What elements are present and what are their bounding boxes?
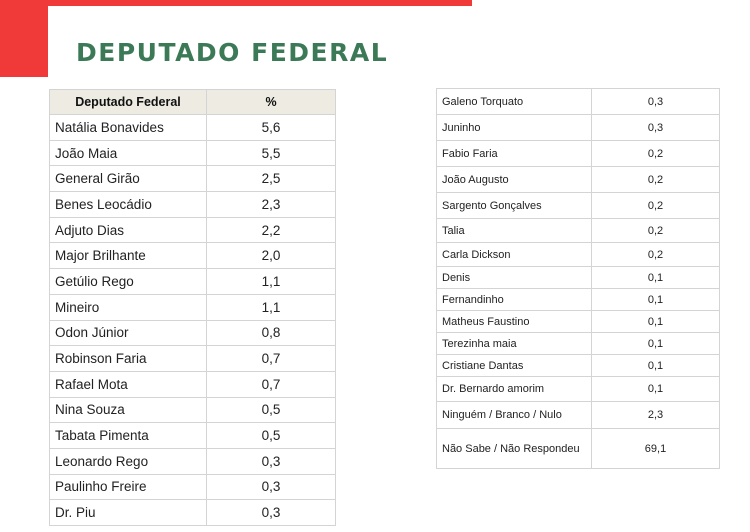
percent-value: 1,1 [207,294,336,320]
right-results-table [436,88,720,469]
percent-value: 0,1 [592,311,720,333]
candidate-name: João Augusto [437,167,592,193]
candidate-name: Odon Júnior [50,320,207,346]
candidate-name: Getúlio Rego [50,269,207,295]
percent-value: 0,3 [207,474,336,500]
table-row [437,333,720,355]
candidate-name: Juninho [437,115,592,141]
percent-value: 0,2 [592,243,720,267]
percent-value: 0,1 [592,289,720,311]
table-row [437,89,720,115]
table-row [437,402,720,429]
candidate-name: João Maia [50,140,207,166]
candidate-name: Talia [437,219,592,243]
header-percent: % [207,90,336,115]
percent-value: 2,3 [592,402,720,429]
candidate-name: Paulinho Freire [50,474,207,500]
percent-value: 0,2 [592,219,720,243]
percent-value: 0,7 [207,346,336,372]
candidate-name: Benes Leocádio [50,192,207,218]
table-row [437,115,720,141]
candidate-name: Robinson Faria [50,346,207,372]
table-row [50,320,336,346]
percent-value: 0,8 [207,320,336,346]
percent-value: 0,5 [207,423,336,449]
percent-value: 0,1 [592,267,720,289]
candidate-name: Matheus Faustino [437,311,592,333]
percent-value: 0,3 [207,500,336,526]
percent-value: 0,2 [592,193,720,219]
candidate-name: Carla Dickson [437,243,592,267]
candidate-name: Natália Bonavides [50,115,207,141]
table-row [437,141,720,167]
table-row [50,423,336,449]
red-accent-bar [48,0,472,6]
candidate-name: Rafael Mota [50,371,207,397]
table-row [437,167,720,193]
percent-value: 0,1 [592,377,720,402]
table-row [437,193,720,219]
table-row [437,267,720,289]
table-row [50,448,336,474]
percent-value: 0,2 [592,167,720,193]
table-row [50,294,336,320]
candidate-name: General Girão [50,166,207,192]
table-row [50,166,336,192]
percent-value: 69,1 [592,429,720,469]
candidate-name: Adjuto Dias [50,217,207,243]
percent-value: 2,3 [207,192,336,218]
left-results-table [49,89,336,526]
table-row [437,219,720,243]
page-title: DEPUTADO FEDERAL [76,38,389,67]
table-row [50,243,336,269]
percent-value: 0,1 [592,355,720,377]
percent-value: 2,5 [207,166,336,192]
candidate-name: Tabata Pimenta [50,423,207,449]
candidate-name: Denis [437,267,592,289]
candidate-name: Fabio Faria [437,141,592,167]
candidate-name: Dr. Piu [50,500,207,526]
percent-value: 5,5 [207,140,336,166]
candidate-name: Ninguém / Branco / Nulo [437,402,592,429]
candidate-name: Fernandinho [437,289,592,311]
table-row [437,289,720,311]
table-header-row [50,90,336,115]
percent-value: 0,7 [207,371,336,397]
candidate-name: Nina Souza [50,397,207,423]
percent-value: 0,3 [207,448,336,474]
table-row [50,371,336,397]
candidate-name: Major Brilhante [50,243,207,269]
table-row [50,192,336,218]
table-row [50,500,336,526]
candidate-name: Leonardo Rego [50,448,207,474]
percent-value: 2,0 [207,243,336,269]
table-row [50,397,336,423]
table-row [437,355,720,377]
candidate-name: Mineiro [50,294,207,320]
candidate-name: Não Sabe / Não Respondeu [437,429,592,469]
table-row [50,474,336,500]
table-row [50,115,336,141]
candidate-name: Dr. Bernardo amorim [437,377,592,402]
percent-value: 2,2 [207,217,336,243]
table-row [437,243,720,267]
table-row [50,140,336,166]
candidate-name: Sargento Gonçalves [437,193,592,219]
header-candidate: Deputado Federal [50,90,207,115]
table-row [50,269,336,295]
percent-value: 5,6 [207,115,336,141]
table-row [437,377,720,402]
table-row [437,429,720,469]
red-accent-block [0,0,48,77]
table-row [50,217,336,243]
percent-value: 0,2 [592,141,720,167]
table-row [50,346,336,372]
percent-value: 0,5 [207,397,336,423]
percent-value: 0,1 [592,333,720,355]
table-row [437,311,720,333]
percent-value: 0,3 [592,89,720,115]
percent-value: 1,1 [207,269,336,295]
candidate-name: Galeno Torquato [437,89,592,115]
candidate-name: Terezinha maia [437,333,592,355]
percent-value: 0,3 [592,115,720,141]
candidate-name: Cristiane Dantas [437,355,592,377]
